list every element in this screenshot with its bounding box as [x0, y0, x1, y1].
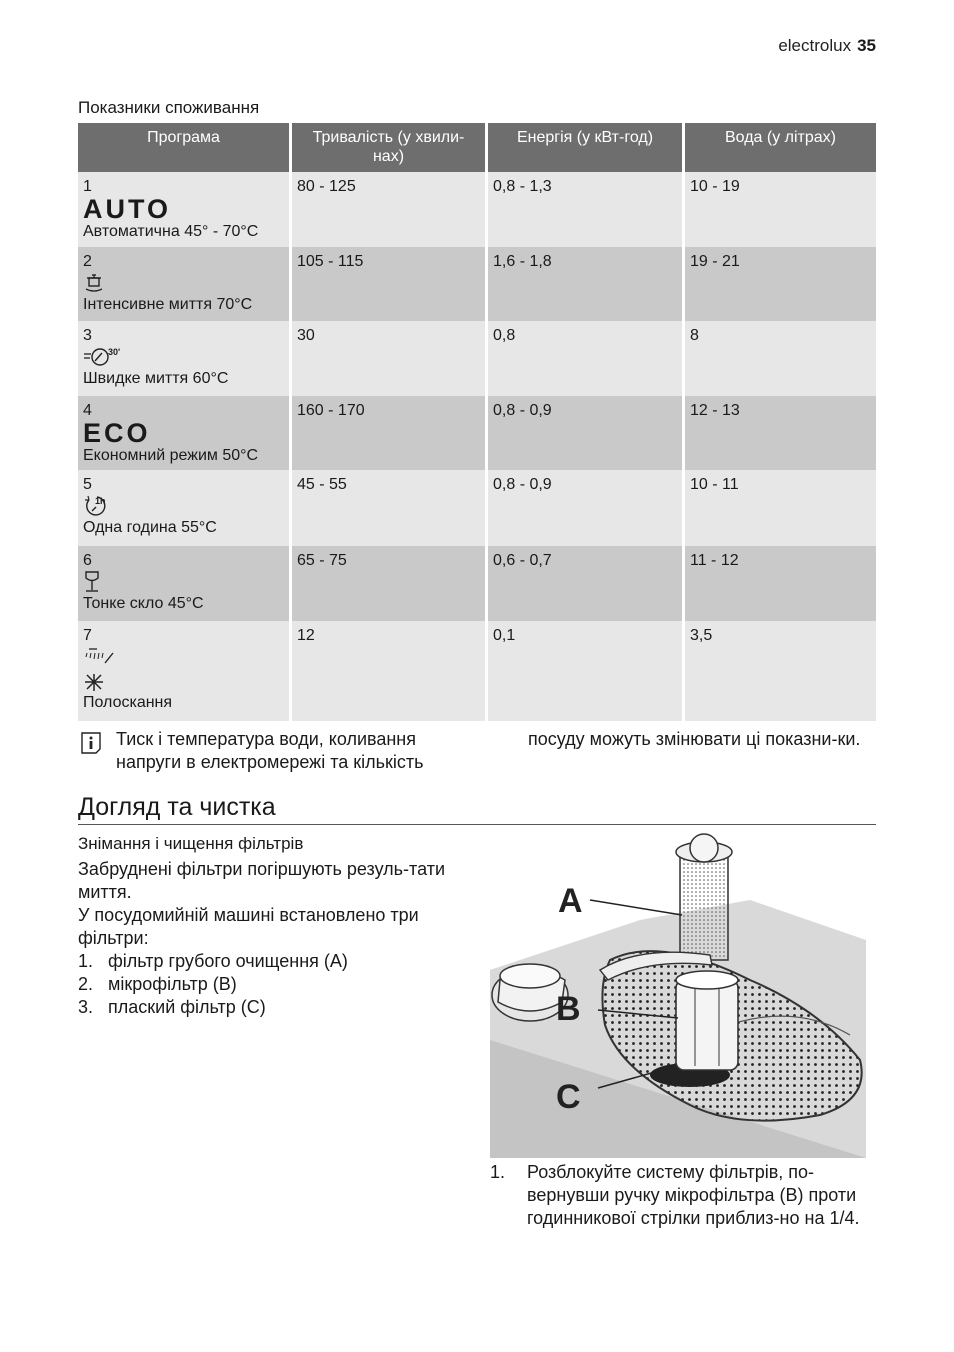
duration-cell: 65 - 75	[292, 546, 488, 621]
program-number: 7	[83, 627, 92, 644]
list-item: 2. мікрофільтр (B)	[78, 974, 237, 994]
program-cell	[78, 247, 292, 321]
program-cell	[78, 321, 292, 396]
paragraph: Забруднені фільтри погіршують резуль-тати миття.	[78, 859, 446, 902]
duration-cell: 45 - 55	[292, 470, 488, 546]
wine-glass-icon	[83, 570, 103, 594]
program-name: Інтенсивне миття 70°C	[83, 296, 253, 313]
program-number: 5	[83, 476, 92, 493]
step-item	[490, 1161, 880, 1230]
program-cell	[78, 621, 292, 721]
table-row	[78, 247, 876, 321]
program-name: Одна година 55°C	[83, 519, 217, 536]
program-cell	[78, 396, 292, 470]
energy-cell: 0,8 - 0,9	[488, 470, 685, 546]
step-text: Розблокуйте систему фільтрів, по-вернувши ручку мікрофільтра (B) проти годинникової стрілки приблиз-но на 1/4.	[527, 1162, 860, 1228]
program-name: Полоскання	[83, 694, 173, 711]
auto-text-icon: AUTO	[83, 194, 172, 224]
energy-cell: 1,6 - 1,8	[488, 247, 685, 321]
water-cell: 8	[685, 321, 876, 396]
note-text-part1: Тиск і температура води, коливання напруги в електромережі та кількість	[116, 729, 424, 772]
program-number: 3	[83, 327, 92, 344]
duration-cell: 105 - 115	[292, 247, 488, 321]
duration-cell: 12	[292, 621, 488, 721]
paragraph: У посудомийній машині встановлено три фільтри:	[78, 905, 419, 948]
program-name: Економний режим 50°C	[83, 447, 259, 464]
consumption-title: Показники споживання	[78, 98, 260, 117]
rinse-icon	[83, 645, 117, 693]
list-item: 3. плаский фільтр (C)	[78, 997, 266, 1017]
info-icon	[81, 732, 101, 754]
program-number: 6	[83, 552, 92, 569]
table-row	[78, 396, 876, 470]
label-c: C	[556, 1078, 581, 1116]
label-b: B	[556, 990, 581, 1028]
list-item: 1. фільтр грубого очищення (A)	[78, 951, 348, 971]
duration-cell: 80 - 125	[292, 172, 488, 247]
table-header-row	[78, 123, 876, 172]
pot-icon	[83, 271, 107, 295]
program-name: Тонке скло 45°C	[83, 595, 204, 612]
program-cell	[78, 172, 292, 247]
program-cell	[78, 546, 292, 621]
svg-text:30': 30'	[108, 347, 121, 357]
table-row	[78, 321, 876, 396]
duration-cell: 160 - 170	[292, 396, 488, 470]
care-section-title: Догляд та чистка	[78, 793, 276, 821]
water-cell: 3,5	[685, 621, 876, 721]
table-row	[78, 470, 876, 546]
energy-cell: 0,8 - 0,9	[488, 396, 685, 470]
program-name: Швидке миття 60°C	[83, 370, 229, 387]
label-a: A	[558, 882, 583, 920]
quick-wash-30-icon	[83, 345, 129, 369]
table-row	[78, 172, 876, 247]
program-number: 4	[83, 402, 92, 419]
program-name: Автоматична 45° - 70°C	[83, 223, 259, 240]
filter-list	[78, 950, 478, 1019]
filters-description	[78, 858, 478, 1019]
water-cell: 10 - 11	[685, 470, 876, 546]
water-cell: 10 - 19	[685, 172, 876, 247]
column-header-duration: Тривалість (у хвили- нах)	[292, 123, 488, 172]
water-cell: 11 - 12	[685, 546, 876, 621]
table-row	[78, 621, 876, 721]
filters-subtitle: Знімання і чищення фільтрів	[78, 834, 304, 853]
column-header-program: Програма	[78, 123, 292, 172]
table-row	[78, 546, 876, 621]
energy-cell: 0,8	[488, 321, 685, 396]
water-cell: 19 - 21	[685, 247, 876, 321]
program-number: 1	[83, 178, 92, 195]
eco-text-icon: ECO	[83, 418, 151, 448]
one-hour-icon	[83, 494, 111, 518]
program-number: 2	[83, 253, 92, 270]
column-header-water: Вода (у літрах)	[685, 123, 876, 172]
section-divider	[78, 824, 876, 825]
note-text-part2: посуду можуть змінювати ці показни-ки.	[528, 729, 861, 749]
column-header-energy: Енергія (у кВт-год)	[488, 123, 685, 172]
filter-system-illustration	[490, 830, 866, 1158]
energy-cell: 0,1	[488, 621, 685, 721]
consumption-table	[78, 123, 876, 721]
step-number: 1.	[490, 1162, 506, 1182]
brand-name: electrolux	[778, 36, 852, 55]
page-header	[778, 36, 876, 56]
energy-cell: 0,8 - 1,3	[488, 172, 685, 247]
energy-cell: 0,6 - 0,7	[488, 546, 685, 621]
page-number: 35	[857, 36, 876, 55]
svg-text:1h: 1h	[95, 496, 106, 506]
water-cell: 12 - 13	[685, 396, 876, 470]
program-cell	[78, 470, 292, 546]
duration-cell: 30	[292, 321, 488, 396]
